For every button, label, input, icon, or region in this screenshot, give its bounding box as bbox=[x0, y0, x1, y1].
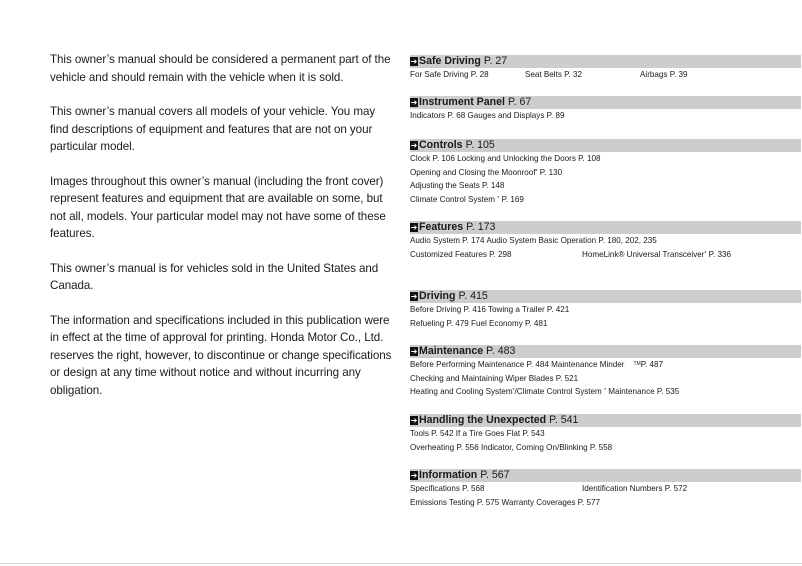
toc-section-header[interactable] bbox=[410, 414, 801, 427]
section-title[interactable]: Driving bbox=[419, 290, 456, 302]
toc-section-header[interactable] bbox=[410, 345, 801, 358]
section-title[interactable]: Handling the Unexpected bbox=[419, 414, 547, 426]
toc-link-page: P. 130 bbox=[539, 167, 563, 177]
toc-link[interactable] bbox=[582, 248, 731, 262]
arrow-right-icon: ➔ bbox=[410, 292, 418, 301]
toc-row bbox=[410, 234, 801, 248]
intro-paragraph: This owner’s manual covers all models of your vehicle. You may find descriptions of equipment and features that are not on your particular model. bbox=[50, 105, 376, 153]
toc-row bbox=[410, 193, 801, 207]
toc-section-controls bbox=[410, 139, 801, 206]
arrow-right-icon: ➔ bbox=[410, 347, 418, 356]
toc-section-header[interactable] bbox=[410, 55, 801, 68]
toc-row bbox=[410, 152, 801, 166]
arrow-right-icon: ➔ bbox=[410, 471, 418, 480]
section-title[interactable]: Instrument Panel bbox=[419, 96, 505, 108]
toc-section-maintenance bbox=[410, 345, 801, 399]
section-page: P. 541 bbox=[549, 414, 579, 426]
section-title[interactable]: Controls bbox=[419, 139, 463, 151]
toc-link[interactable]: Audio System P. 174 Audio System Basic Operation P. 180, 202, 235 bbox=[410, 236, 657, 245]
toc-link-text: Heating and Cooling System bbox=[410, 387, 513, 396]
toc-link[interactable]: Refueling P. 479 Fuel Economy P. 481 bbox=[410, 318, 548, 328]
section-page: P. 173 bbox=[466, 221, 496, 233]
toc-link-text: /Climate Control System bbox=[514, 387, 602, 396]
asterisk: * bbox=[512, 388, 515, 394]
toc-link[interactable]: For Safe Driving P. 28 bbox=[410, 70, 489, 79]
toc-section-header[interactable] bbox=[410, 290, 801, 303]
toc-row bbox=[410, 317, 801, 331]
toc-link[interactable]: Airbags P. 39 bbox=[640, 70, 688, 79]
toc-section-header[interactable] bbox=[410, 221, 801, 234]
toc-section-information bbox=[410, 469, 801, 509]
toc-section-header[interactable] bbox=[410, 96, 801, 109]
toc-link[interactable] bbox=[410, 358, 663, 372]
toc-link[interactable]: Indicators P. 68 Gauges and Displays P. 89 bbox=[410, 111, 565, 120]
toc-link[interactable] bbox=[410, 166, 562, 180]
toc-row bbox=[410, 358, 801, 372]
toc-row bbox=[410, 303, 801, 317]
toc-row bbox=[410, 109, 801, 123]
toc-section-features bbox=[410, 221, 801, 261]
asterisk: * bbox=[604, 388, 607, 394]
toc-section-header[interactable] bbox=[410, 469, 801, 482]
toc-section-header[interactable] bbox=[410, 139, 801, 152]
asterisk: * bbox=[704, 250, 707, 257]
section-title[interactable]: Safe Driving bbox=[419, 55, 481, 67]
toc-row bbox=[410, 385, 801, 399]
toc-section-safe-driving bbox=[410, 55, 801, 82]
asterisk: * bbox=[535, 168, 538, 175]
toc-link[interactable]: Emissions Testing P. 575 Warranty Coverages P. 577 bbox=[410, 497, 601, 507]
toc-link[interactable]: Tools P. 542 If a Tire Goes Flat P. 543 bbox=[410, 429, 545, 438]
section-page: P. 567 bbox=[480, 469, 510, 481]
intro-paragraph: The information and specifications included in this publication were in effect at the time of approval for printing. Honda Motor Co., Ltd. reserves the right, however, to discontinue or change specifications or design at any time without notice and without incurring any obligation. bbox=[50, 313, 392, 397]
toc-section-instrument-panel bbox=[410, 96, 801, 123]
toc-link-text: Climate Control System bbox=[410, 194, 496, 204]
section-title[interactable]: Maintenance bbox=[419, 345, 484, 357]
intro-paragraph: This owner’s manual is for vehicles sold in the United States and Canada. bbox=[50, 261, 379, 292]
toc-link[interactable] bbox=[410, 385, 679, 399]
toc-row bbox=[410, 482, 801, 496]
intro-paragraph: Images throughout this owner’s manual (including the front cover) represent features and equipment that are available on some, but not all, models. Your particular model may not have some of these features. bbox=[50, 174, 386, 240]
trademark-mark: TM bbox=[633, 361, 641, 367]
toc-row bbox=[410, 68, 801, 82]
arrow-right-icon: ➔ bbox=[410, 141, 418, 150]
section-title[interactable]: Features bbox=[419, 221, 464, 233]
toc-link[interactable]: Specifications P. 568 bbox=[410, 484, 485, 493]
toc-row bbox=[410, 441, 801, 455]
toc-link-text: Opening and Closing the Moonroof bbox=[410, 167, 536, 177]
toc-link-text: HomeLink® Universal Transceiver bbox=[582, 249, 705, 259]
toc-link[interactable] bbox=[410, 193, 524, 207]
intro-text bbox=[50, 51, 396, 416]
arrow-right-icon: ➔ bbox=[410, 223, 418, 232]
intro-paragraph: This owner’s manual should be considered a permanent part of the vehicle and should remain with the vehicle when it is sold. bbox=[50, 53, 391, 84]
toc-link-page: P. 487 bbox=[640, 360, 664, 369]
toc-link-page: P. 169 bbox=[501, 194, 524, 204]
toc-link-page: P. 336 bbox=[708, 249, 732, 259]
toc-link[interactable]: Overheating P. 556 Indicator, Coming On/Blinking P. 558 bbox=[410, 442, 613, 452]
toc-link-text: Before Performing Maintenance P. 484 Maintenance Minder bbox=[410, 360, 625, 369]
toc-link[interactable]: Before Driving P. 416 Towing a Trailer P. 421 bbox=[410, 305, 570, 314]
toc-link[interactable]: Seat Belts P. 32 bbox=[525, 70, 582, 79]
toc-link[interactable]: Customized Features P. 298 bbox=[410, 249, 512, 259]
toc-link[interactable]: Clock P. 106 Locking and Unlocking the Doors P. 108 bbox=[410, 154, 601, 163]
toc-row bbox=[410, 372, 801, 386]
toc-link[interactable]: Adjusting the Seats P. 148 bbox=[410, 181, 505, 190]
toc-row bbox=[410, 166, 801, 180]
section-page: P. 105 bbox=[465, 139, 495, 151]
toc-section-handling-unexpected bbox=[410, 414, 801, 454]
toc-row bbox=[410, 496, 801, 510]
section-page: P. 27 bbox=[483, 55, 508, 67]
toc-link[interactable]: Identification Numbers P. 572 bbox=[582, 484, 688, 493]
page-divider bbox=[0, 563, 802, 564]
arrow-right-icon: ➔ bbox=[410, 57, 418, 66]
asterisk: * bbox=[497, 195, 500, 202]
section-page: P. 67 bbox=[507, 96, 532, 108]
arrow-right-icon: ➔ bbox=[410, 98, 418, 107]
section-page: P. 415 bbox=[458, 290, 488, 302]
toc-row bbox=[410, 179, 801, 193]
toc-link[interactable]: Checking and Maintaining Wiper Blades P. 521 bbox=[410, 373, 579, 383]
section-page: P. 483 bbox=[486, 345, 516, 357]
arrow-right-icon: ➔ bbox=[410, 416, 418, 425]
toc-row bbox=[410, 427, 801, 441]
toc-row bbox=[410, 248, 801, 262]
toc-link-page: Maintenance P. 535 bbox=[608, 387, 680, 396]
section-title[interactable]: Information bbox=[419, 469, 478, 481]
toc-section-driving bbox=[410, 290, 801, 330]
